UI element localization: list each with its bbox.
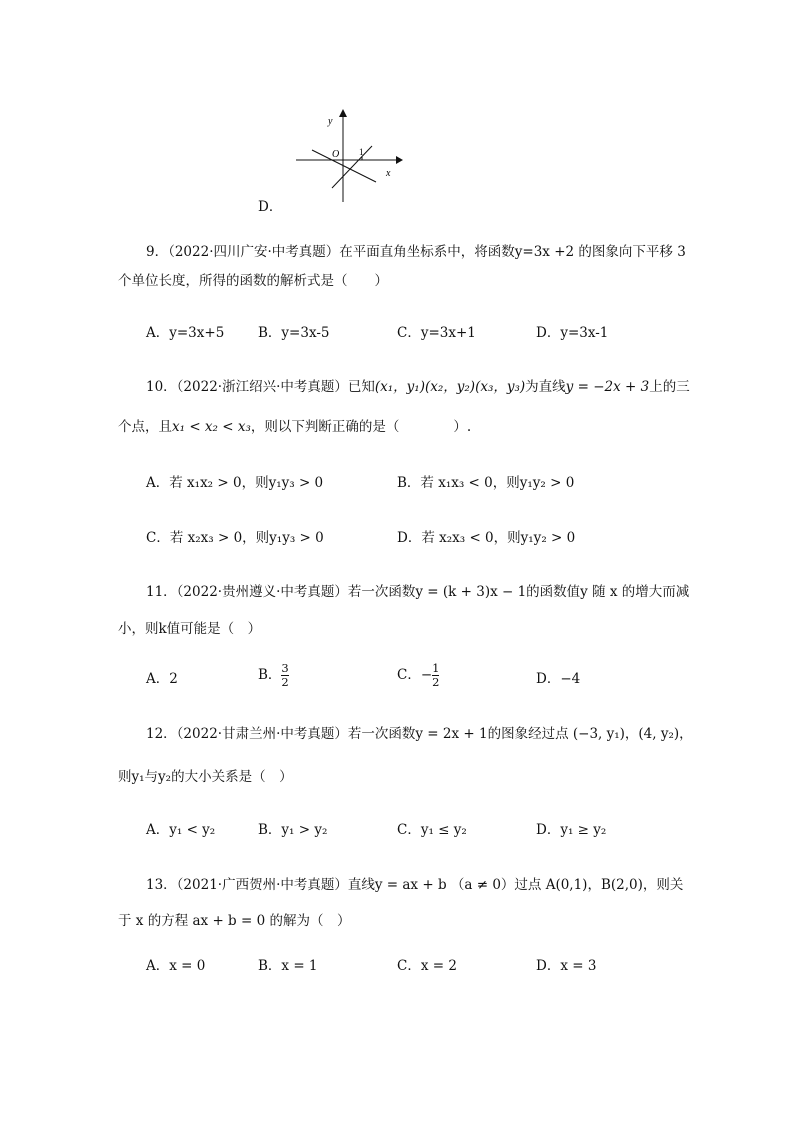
q10-option-b: B．若 x₁x₃ < 0，则y₁y₂ > 0	[397, 475, 575, 491]
q10-equation: y = −2x + 3	[565, 379, 650, 395]
q12-option-b: B．y₁ > y₂	[258, 822, 328, 838]
q12-option-d: D．y₁ ≥ y₂	[536, 822, 607, 838]
q10-prefix: 10．（2022·浙江绍兴·中考真题）已知	[146, 379, 375, 395]
q11-option-d: D．−4	[536, 671, 581, 687]
q13-option-c: C．x = 2	[397, 958, 457, 974]
q12-option-c: C．y₁ ≤ y₂	[397, 822, 467, 838]
q11-line1: 11．（2022·贵州遵义·中考真题）若一次函数y = (k + 3)x − 1的函数值y 随 x 的增大而减	[146, 584, 690, 600]
q11-option-b-label: B．	[258, 667, 282, 683]
x-axis-arrow	[396, 156, 403, 164]
q10-condition: x₁ < x₂ < x₃	[172, 419, 251, 435]
q9-option-c: C．y=3x+1	[397, 325, 476, 341]
q11-option-a: A．2	[146, 671, 178, 687]
q11-option-b	[258, 662, 289, 689]
coordinate-figure	[296, 106, 406, 206]
fraction-numerator: 3	[281, 661, 289, 675]
q12-line1: 12．（2022·甘肃兰州·中考真题）若一次函数y = 2x + 1的图象经过点 (−3, y₁)，(4, y₂)，	[146, 726, 693, 742]
y-label: y	[328, 116, 333, 127]
q11-option-c	[397, 662, 439, 689]
x-label: x	[386, 168, 391, 179]
origin-label: O	[332, 149, 340, 160]
q9-line1: 9．（2022·四川广安·中考真题）在平面直角坐标系中，将函数y=3x +2 的图象向下平移 3	[146, 244, 686, 260]
q11-option-b-fraction	[281, 662, 288, 689]
q12-option-a: A．y₁ < y₂	[146, 822, 216, 838]
fraction-numerator: 1	[432, 661, 440, 675]
q10-option-c: C．若 x₂x₃ > 0，则y₁y₃ > 0	[146, 530, 324, 546]
q9-option-a: A．y=3x+5	[146, 325, 225, 341]
one-label: 1	[359, 147, 364, 157]
line-1	[312, 150, 376, 182]
q10-option-a: A．若 x₁x₂ > 0，则y₁y₃ > 0	[146, 475, 324, 491]
y-axis-arrow	[339, 109, 347, 117]
q9-line2: 个单位长度，所得的函数的解析式是（ ）	[118, 273, 388, 289]
q10-points: (x₁，y₁)(x₂，y₂)(x₃，y₃)	[374, 379, 526, 395]
q11-line2: 小，则k值可能是（ ）	[118, 621, 262, 637]
q12-line2: 则y₁与y₂的大小关系是（ ）	[118, 769, 293, 785]
q13-line1: 13．（2021·广西贺州·中考真题）直线y = ax + b （a ≠ 0）过点 A(0,1)，B(2,0)，则关	[146, 877, 684, 893]
q9-option-b: B．y=3x-5	[258, 325, 330, 341]
q10-line2-prefix: 个点，且	[118, 419, 172, 435]
q10-option-d: D．若 x₂x₃ < 0，则y₁y₂ > 0	[397, 530, 576, 546]
q10-suffix: 上的三	[649, 379, 690, 395]
q10-line2	[118, 418, 471, 436]
q11-option-c-fraction	[432, 662, 439, 689]
q13-line2: 于 x 的方程 ax + b = 0 的解为（ ）	[118, 913, 351, 929]
option-d-label: D．	[258, 199, 283, 215]
q13-option-b: B．x = 1	[258, 958, 318, 974]
fraction-denominator: 2	[281, 675, 289, 689]
q9-option-d: D．y=3x-1	[536, 325, 609, 341]
q11-option-c-label: C．−	[397, 667, 433, 683]
q13-option-d: D．x = 3	[536, 958, 597, 974]
q10-mid: 为直线	[525, 379, 566, 395]
q10-line1	[146, 378, 690, 396]
fraction-denominator: 2	[432, 675, 440, 689]
q10-line2-suffix: ，则以下判断正确的是（ ）.	[250, 419, 472, 435]
q13-option-a: A．x = 0	[146, 958, 206, 974]
